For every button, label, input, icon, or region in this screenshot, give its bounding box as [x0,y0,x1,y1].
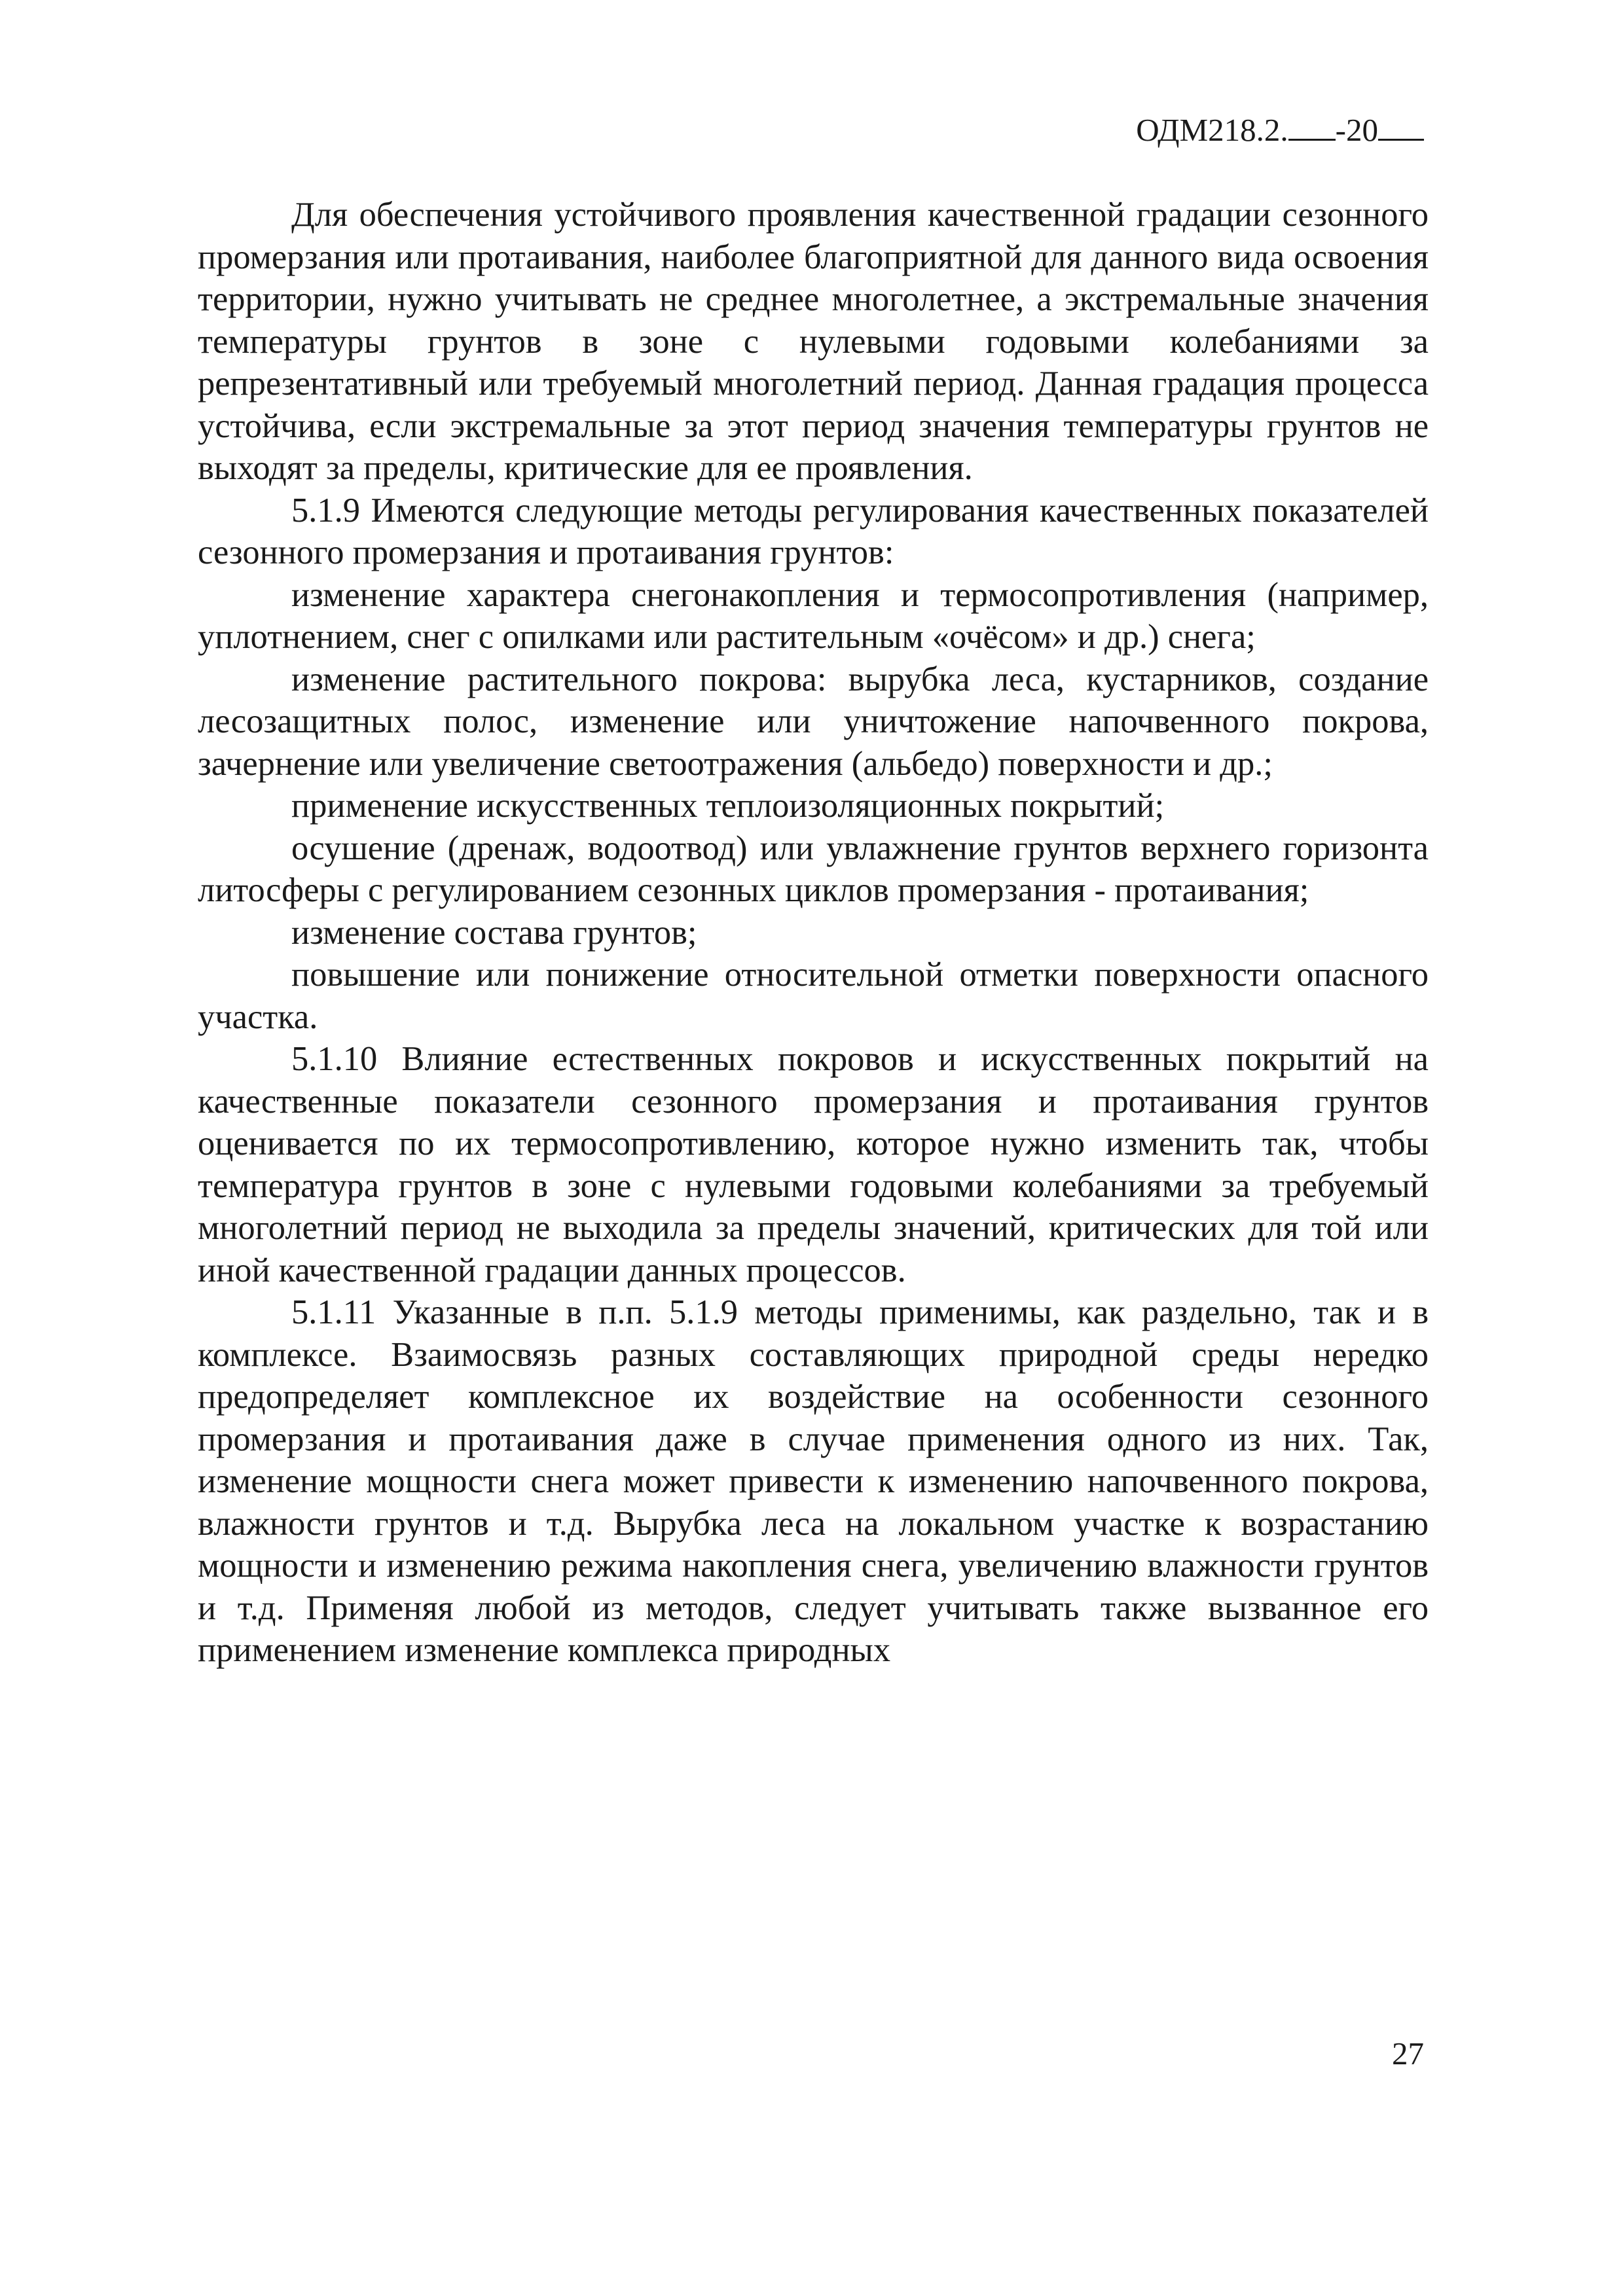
list-item-drainage: осушение (дренаж, водоотвод) или увлажнение грунтов верхнего горизонта литосферы с регулированием сезонных циклов промерзания - протаивания; [198,829,1429,909]
list-item-surface-elevation: повышение или понижение относительной отметки поверхности опасного участка. [198,956,1429,1036]
page-number: 27 [1392,2036,1424,2072]
document-body [198,194,1429,1672]
document-header [1136,110,1424,150]
paragraph-5-1-11: 5.1.11 Указанные в п.п. 5.1.9 методы применимы, как раздельно, так и в комплексе. Взаимосвязь разных составляющих природной среды нередко предопределяет комплексное их воздействие на особенности сезонного промерзания и протаивания даже в случае применения одного из них. Так, изменение мощности снега может привести к изменению напочвенного покрова, влажности грунтов и т.д. Вырубка леса на локальном участке к возрастанию мощности и изменению режима накопления снега, увеличению влажности грунтов и т.д. Применяя любой из методов, следует учитывать также вызванное его применением изменение комплекса природных [198,1293,1429,1669]
list-item-vegetation-cover: изменение растительного покрова: вырубка леса, кустарников, создание лесозащитных полос, изменение или уничтожение напочвенного покрова, зачернение или увеличение светоотражения (альбедо) поверхности и др.; [198,660,1429,783]
document-year-prefix: -20 [1335,112,1378,148]
paragraph-5-1-9: 5.1.9 Имеются следующие методы регулирования качественных показателей сезонного промерзания и протаивания грунтов: [198,491,1429,571]
document-code: ОДМ218.2. [1136,112,1288,148]
document-year-blank [1378,110,1424,141]
document-number-blank [1288,110,1336,141]
paragraph-frost-gradation: Для обеспечения устойчивого проявления качественной градации сезонного промерзания или протаивания, наиболее благоприятной для данного вида освоения территории, нужно учитывать не среднее многолетнее, а экстремальные значения температуры грунтов в зоне с нулевыми годовыми колебаниями за репрезентативный или требуемый многолетний период. Данная градация процесса устойчива, если экстремальные за этот период значения температуры грунтов не выходят за пределы, критические для ее проявления. [198,196,1429,487]
paragraph-5-1-10: 5.1.10 Влияние естественных покровов и искусственных покрытий на качественные показатели сезонного промерзания и протаивания грунтов оценивается по их термосопротивлению, которое нужно изменить так, чтобы температура грунтов в зоне с нулевыми годовыми колебаниями за требуемый многолетний период не выходила за пределы значений, критических для той или иной качественной градации данных процессов. [198,1040,1429,1289]
list-item-snow-accumulation: изменение характера снегонакопления и термосопротивления (например, уплотнением, снег с опилками или растительным «очёсом» и др.) снега; [198,575,1429,656]
list-item-soil-composition: изменение состава грунтов; [291,913,697,952]
list-item-insulation-coatings: применение искусственных теплоизоляционных покрытий; [291,787,1165,825]
